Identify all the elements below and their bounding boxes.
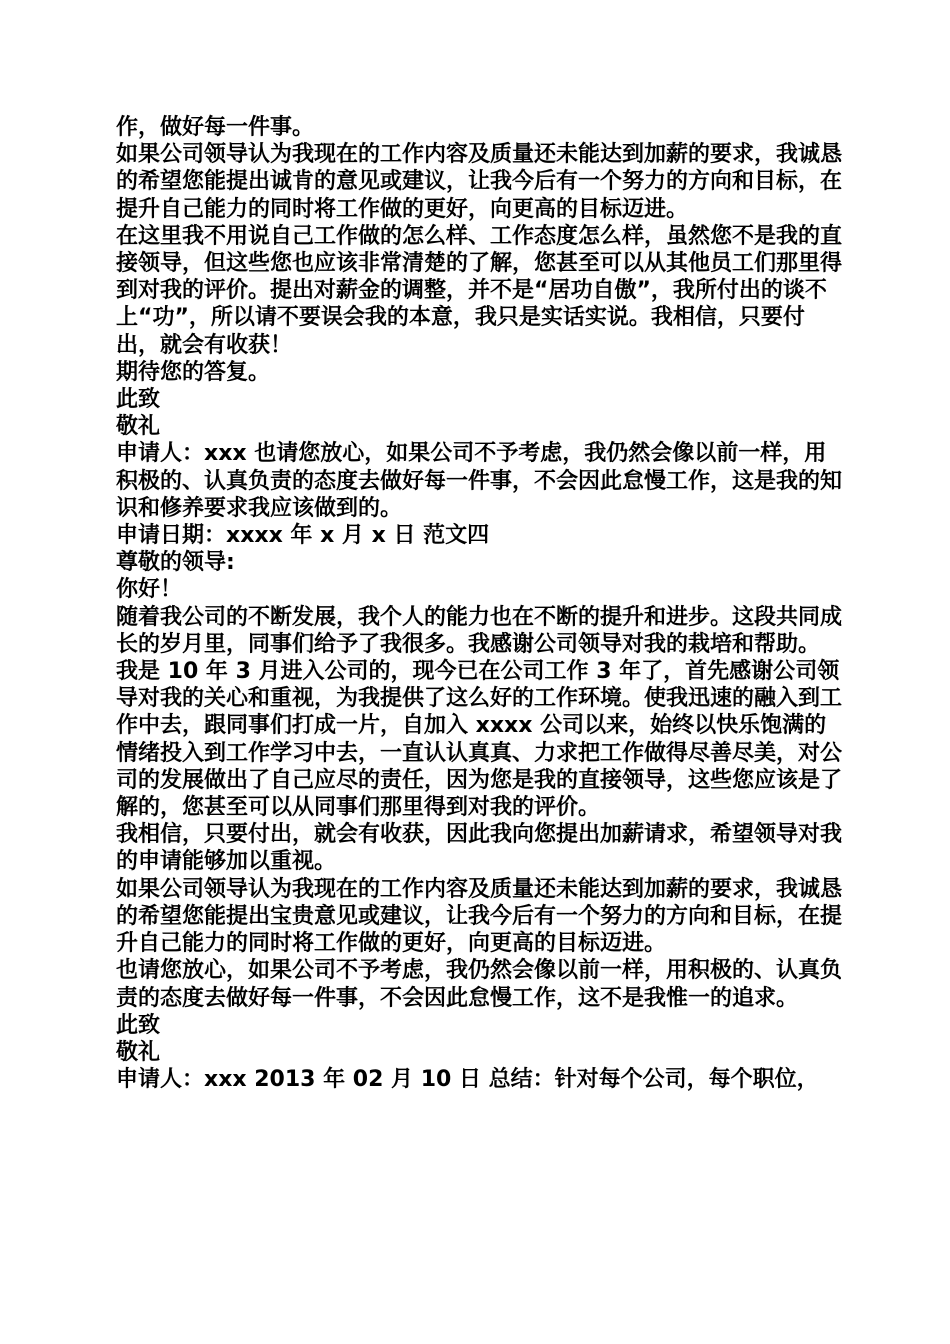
paragraph-work-attitude: 在这里我不用说自己工作做的怎么样、工作态度怎么样，虽然您不是我的直接领导，但这些您也应该非常清楚的了解，您甚至可以从其他员工们那里得到对我的评价。提出对薪金的调整，并不是“居功自傲”，我所付出的谈不上“功”，所以请不要误会我的本意，我只是实话实说。我相信，只要付出，就会有收获！ bbox=[116, 223, 843, 358]
closing-cizhi: 此致 bbox=[116, 387, 161, 413]
greeting: 你好！ bbox=[116, 577, 183, 603]
closing-jingli: 敬礼 bbox=[116, 414, 161, 440]
paragraph-raise-request: 如果公司领导认为我现在的工作内容及质量还未能达到加薪的要求，我诚恳的希望您能提出诚肯的意见或建议，让我今后有一个努力的方向和目标，在提升自己能力的同时将工作做的更好，向更高的目标迈进。 bbox=[116, 142, 843, 222]
paragraph-awaiting-reply: 期待您的答复。 bbox=[116, 359, 271, 385]
paragraph-raise-request-2: 我相信，只要付出，就会有收获，因此我向您提出加薪请求，希望领导对我的申请能够加以重视。 bbox=[116, 822, 843, 875]
closing-jingli-2: 敬礼 bbox=[116, 1039, 161, 1065]
paragraph-continuation: 作，做好每一件事。 bbox=[116, 115, 315, 140]
closing-cizhi-2: 此致 bbox=[116, 1012, 161, 1038]
application-date: 申请日期：xxxx 年 x 月 x 日 范文四 bbox=[116, 523, 490, 549]
paragraph-work-history: 我是 10 年 3 月进入公司的，现今已在公司工作 3 年了，首先感谢公司领导对我的关心和重视，为我提供了这么好的工作环境。使我迅速的融入到工作中去，跟同事们打成一片，自加入 xxxx 公司以来，始终以快乐饱满的情绪投入到工作学习中去，一直认认真真、力求把工作做得尽善尽美，对公司的发展做出了自己应尽的责任，因为您是我的直接领导，这些您应该是了解的，您甚至可以从同事们那里得到对我的评价。 bbox=[116, 659, 843, 821]
salutation: 尊敬的领导: bbox=[116, 550, 235, 576]
paragraph-company-growth: 随着我公司的不断发展，我个人的能力也在不断的提升和进步。这段共同成长的岁月里，同事们给予了我很多。我感谢公司领导对我的栽培和帮助。 bbox=[116, 604, 843, 657]
paragraph-applicant: 申请人：xxx 也请您放心，如果公司不予考虑，我仍然会像以前一样，用积极的、认真负责的态度去做好每一件事，不会因此怠慢工作，这是我的知识和修养要求我应该做到的。 bbox=[116, 441, 843, 521]
paragraph-reassurance: 也请您放心，如果公司不予考虑，我仍然会像以前一样，用积极的、认真负责的态度去做好每一件事，不会因此怠慢工作，这不是我惟一的追求。 bbox=[116, 958, 843, 1011]
document-page bbox=[116, 114, 846, 1093]
paragraph-applicant-summary: 申请人：xxx 2013 年 02 月 10 日 总结：针对每个公司，每个职位， bbox=[116, 1067, 819, 1093]
paragraph-feedback-request: 如果公司领导认为我现在的工作内容及质量还未能达到加薪的要求，我诚恳的希望您能提出宝贵意见或建议，让我今后有一个努力的方向和目标，在提升自己能力的同时将工作做的更好，向更高的目标迈进。 bbox=[116, 876, 843, 957]
